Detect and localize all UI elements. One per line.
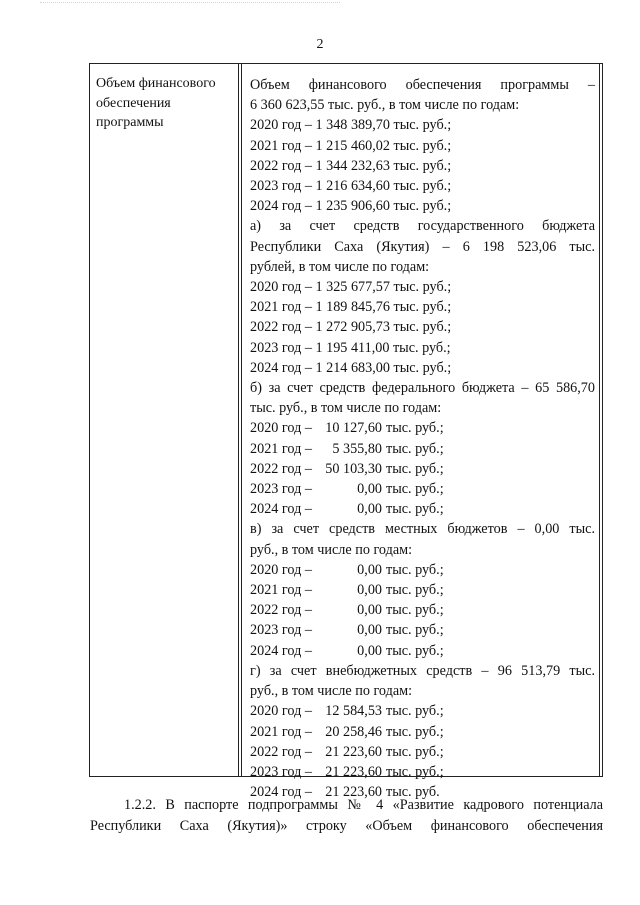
financing-table [89,63,603,801]
unit-label: тыс. руб.; [386,622,444,639]
section-d-year-line [250,762,595,782]
amount-value: 21 223,60 [325,743,382,760]
total-year-line: 2022 год – 1 344 232,63 тыс. руб.; [250,157,452,174]
unit-label: тыс. руб.; [386,582,444,599]
section-b-heading: тыс. руб., в том числе по годам: [250,400,442,417]
total-year-line: 2024 год – 1 235 906,60 тыс. руб.; [250,198,452,215]
total-year-line: 2020 год – 1 348 389,70 тыс. руб.; [250,117,452,134]
unit-label: тыс. руб.; [386,602,444,619]
amount-value: 21 223,60 [325,763,382,780]
section-d-year-line [250,701,595,721]
unit-label: тыс. руб.; [386,703,444,720]
year-label: 2020 год – [250,420,312,437]
amount-value: 0,00 [357,561,382,578]
amount-value: 21 223,60 [325,784,382,801]
section-c-heading: в) за счет средств местных бюджетов – 0,00 тыс. [250,521,595,538]
unit-label: тыс. руб.; [386,723,444,740]
year-label: 2022 год – [250,743,312,760]
section-b-year-line [250,499,595,519]
year-label: 2023 год – [250,481,312,498]
table-row [90,64,603,777]
section-b-year-line [250,439,595,459]
section-c-heading: руб., в том числе по годам: [250,541,413,558]
section-d-year-line [250,742,595,762]
content-cell [239,64,603,801]
unit-label: тыс. руб. [386,784,440,801]
section-a-year-line: 2024 год – 1 214 683,00 тыс. руб.; [250,359,452,376]
section-a-year-line: 2021 год – 1 189 845,76 тыс. руб.; [250,299,452,316]
amount-value: 0,00 [357,622,382,639]
unit-label: тыс. руб.; [386,642,444,659]
section-a-year-line: 2020 год – 1 325 677,57 тыс. руб.; [250,279,452,296]
amount-value: 5 355,80 [332,440,382,457]
intro-line: 6 360 623,55 тыс. руб., в том числе по годам: [250,97,520,114]
year-label: 2023 год – [250,763,312,780]
unit-label: тыс. руб.; [386,420,444,437]
unit-label: тыс. руб.; [386,440,444,457]
label-cell [90,64,239,777]
year-label: 2024 год – [250,642,312,659]
section-a-heading: а) за счет средств государственного бюджета [250,218,595,235]
scan-artifact [40,2,340,7]
section-a-year-line: 2022 год – 1 272 905,73 тыс. руб.; [250,319,452,336]
year-label: 2021 год – [250,723,312,740]
amount-value: 50 103,30 [325,460,382,477]
amount-value: 12 584,53 [325,703,382,720]
section-d-heading: г) за счет внебюджетных средств – 96 513,79 тыс. [250,662,595,679]
page-number: 2 [316,37,324,52]
row-label: Объем финансового обеспечения программы [96,76,216,131]
amount-value: 0,00 [357,602,382,619]
amount-value: 0,00 [357,501,382,518]
section-b-year-line [250,459,595,479]
body-paragraph-line: 1.2.2. В паспорте подпрограммы № 4 «Развитие кадрового потенциала [124,797,603,813]
total-year-line: 2023 год – 1 216 634,60 тыс. руб.; [250,178,452,195]
year-label: 2021 год – [250,440,312,457]
section-b-year-line [250,479,595,499]
section-c-year-line [250,620,595,640]
year-label: 2022 год – [250,460,312,477]
unit-label: тыс. руб.; [386,501,444,518]
unit-label: тыс. руб.; [386,460,444,477]
section-a-heading: Республики Саха (Якутия) – 6 198 523,06 тыс. [250,238,595,255]
unit-label: тыс. руб.; [386,763,444,780]
amount-value: 0,00 [357,481,382,498]
section-a-year-line: 2023 год – 1 195 411,00 тыс. руб.; [250,339,451,356]
year-label: 2021 год – [250,582,312,599]
section-c-year-line [250,641,595,661]
section-c-year-line [250,560,595,580]
year-label: 2020 год – [250,703,312,720]
amount-value: 20 258,46 [325,723,382,740]
section-d-heading: руб., в том числе по годам: [250,683,413,700]
year-label: 2022 год – [250,602,312,619]
section-c-year-line [250,580,595,600]
unit-label: тыс. руб.; [386,743,444,760]
section-c-year-line [250,600,595,620]
year-label: 2023 год – [250,622,312,639]
total-year-line: 2021 год – 1 215 460,02 тыс. руб.; [250,137,452,154]
amount-value: 0,00 [357,642,382,659]
amount-value: 0,00 [357,582,382,599]
year-label: 2020 год – [250,561,312,578]
section-a-heading: рублей, в том числе по годам: [250,258,430,275]
unit-label: тыс. руб.; [386,481,444,498]
section-d-year-line [250,722,595,742]
intro-line: Объем финансового обеспечения программы – [250,77,595,93]
year-label: 2024 год – [250,784,312,801]
section-b-year-line [250,418,595,438]
amount-value: 10 127,60 [325,420,382,437]
section-b-heading: б) за счет средств федерального бюджета – 65 586,70 [250,380,595,397]
body-paragraph-line: Республики Саха (Якутия)» строку «Объем финансового обеспечения [90,818,603,834]
unit-label: тыс. руб.; [386,561,444,578]
year-label: 2024 год – [250,501,312,518]
content-inner [241,64,600,801]
